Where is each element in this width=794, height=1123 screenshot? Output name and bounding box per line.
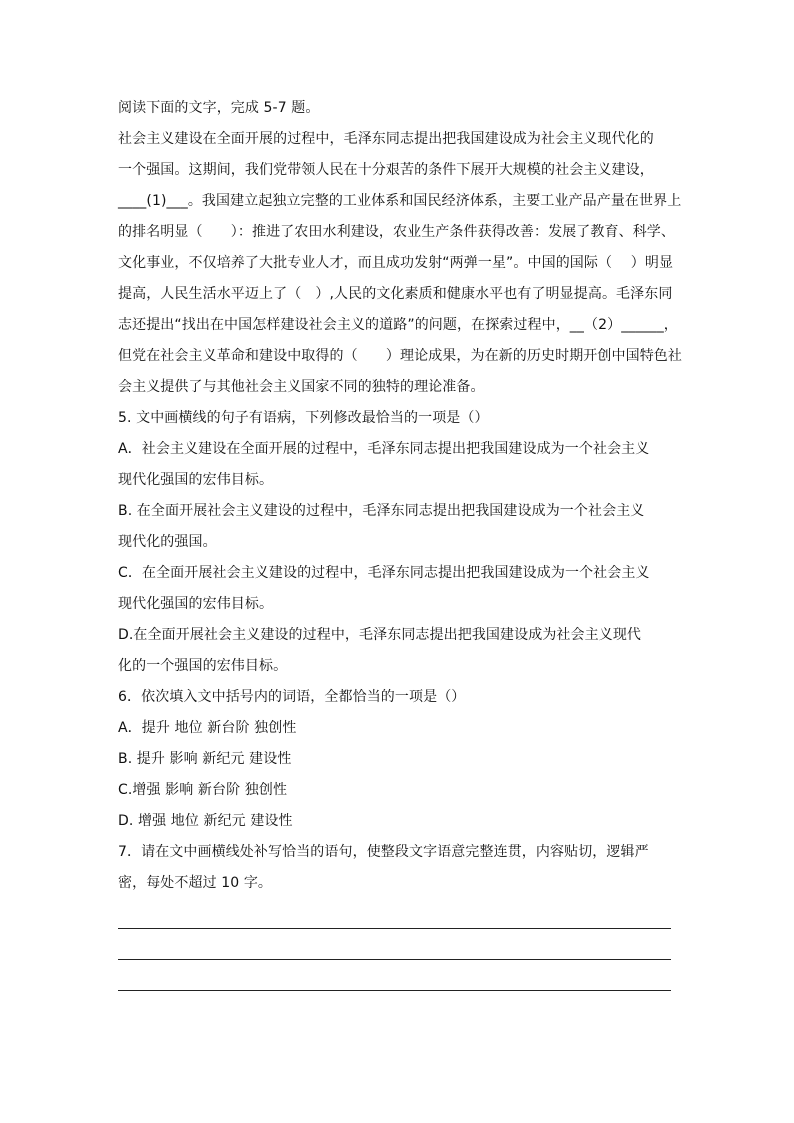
passage-line: 文化事业，不仅培养了大批专业人才，而且成功发射“两弹一星”。中国的国际（ ）明显 (118, 255, 674, 271)
question-5-option-c: C．在全面开展社会主义建设的过程中，毛泽东同志提出把我国建设成为一个社会主义 (118, 565, 650, 581)
passage-line: 的排名明显（ ）：推进了农田水利建设，农业生产条件获得改善：发展了教育、科学、 (118, 224, 675, 240)
question-5-option-c-cont: 现代化强国的宏伟目标。 (118, 596, 274, 612)
passage-line: 会主义提供了与其他社会主义国家不同的独特的理论准备。 (118, 379, 485, 395)
question-6-option-a: A．提升 地位 新台阶 独创性 (118, 720, 297, 736)
question-5-option-b: B. 在全面开展社会主义建设的过程中，毛泽东同志提出把我国建设成为一个社会主义 (118, 503, 645, 519)
question-6-option-b: B. 提升 影响 新纪元 建设性 (118, 751, 292, 767)
question-5-stem: 5. 文中画横线的句子有语病，下列修改最恰当的一项是（） (118, 410, 489, 426)
answer-area (118, 928, 671, 1021)
question-6-stem: 6．依次填入文中括号内的词语，全都恰当的一项是（） (118, 689, 466, 705)
passage-line: 但党在社会主义革命和建设中取得的（ ）理论成果，为在新的历史时期开创中国特色社 (118, 348, 682, 364)
question-7-stem-cont: 密，每处不超过 10 字。 (118, 875, 273, 891)
answer-line (118, 959, 671, 960)
passage-line: 志还提出“找出在中国怎样建设社会主义的道路”的问题，在探索过程中，__（2）______， (118, 317, 678, 333)
question-6-option-c: C.增强 影响 新台阶 独创性 (118, 782, 288, 798)
answer-line (118, 990, 671, 991)
passage-line: 提高，人民生活水平迈上了（ ）,人民的文化素质和健康水平也有了明显提高。毛泽东同 (118, 286, 673, 302)
question-5-option-d: D.在全面开展社会主义建设的过程中，毛泽东同志提出把我国建设成为社会主义现代 (118, 627, 642, 643)
passage-line: ____(1)___。我国建立起独立完整的工业体系和国民经济体系，主要工业产品产量在世界上 (118, 193, 682, 209)
question-5-option-d-cont: 化的一个强国的宏伟目标。 (118, 658, 288, 674)
question-5-option-b-cont: 现代化的强国。 (118, 534, 217, 550)
document-body (118, 98, 682, 904)
passage-line: 社会主义建设在全面开展的过程中，毛泽东同志提出把我国建设成为社会主义现代化的 (118, 131, 654, 147)
passage-line: 一个强国。这期间，我们党带领人民在十分艰苦的条件下展开大规模的社会主义建设， (118, 162, 654, 178)
reading-instruction: 阅读下面的文字，完成 5-7 题。 (118, 100, 320, 116)
question-7-stem: 7．请在文中画横线处补写恰当的语句，使整段文字语意完整连贯，内容贴切，逻辑严 (118, 844, 649, 860)
question-6-option-d: D. 增强 地位 新纪元 建设性 (118, 813, 293, 829)
question-5-option-a: A．社会主义建设在全面开展的过程中，毛泽东同志提出把我国建设成为一个社会主义 (118, 441, 650, 457)
question-5-option-a-cont: 现代化强国的宏伟目标。 (118, 472, 274, 488)
answer-line (118, 928, 671, 929)
